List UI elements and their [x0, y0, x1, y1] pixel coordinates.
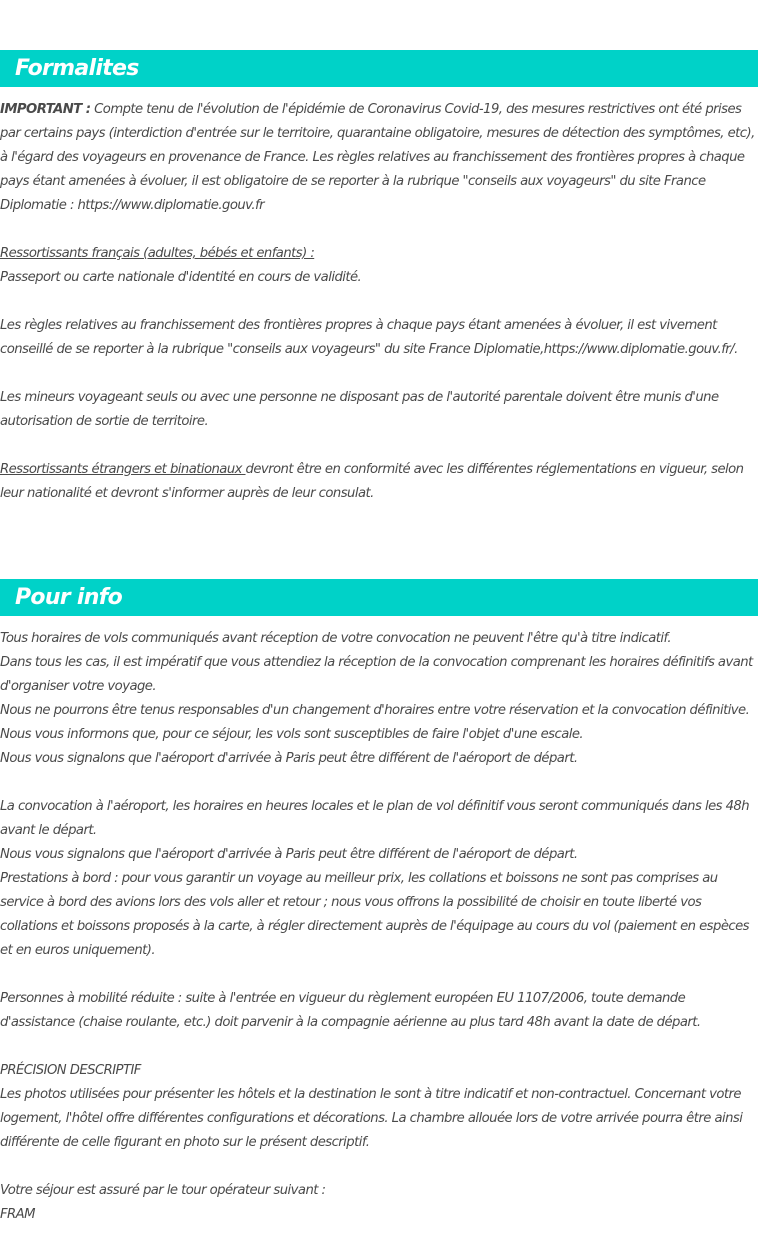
important-paragraph	[0, 98, 758, 218]
pour-info-content	[0, 627, 758, 1227]
convocation-48h-text: La convocation à l'aéroport, les horaires en heures locales et le plan de vol définitif vous seront communiqués dans les 48h avant le départ.	[0, 799, 750, 838]
formalites-content	[0, 98, 758, 506]
aeroport-paris-text-2: Nous vous signalons que l'aéroport d'arrivée à Paris peut être différent de l'aéroport de départ.	[0, 847, 578, 862]
responsabilite-text: Nous ne pourrons être tenus responsables d'un changement d'horaires entre votre réservation et la convocation définitive.	[0, 703, 750, 718]
regles-frontieres-text: Les règles relatives au franchissement des frontières propres à chaque pays étant amenées à évoluer, il est vivement conseillé de se reporter à la rubrique "conseils aux voyageurs" du site France Diplomatie,https://www.diplomatie.gouv.fr/.	[0, 318, 738, 357]
ressortissants-francais-heading: Ressortissants français (adultes, bébés et enfants) :	[0, 246, 315, 261]
formalites-header: Formalites	[0, 50, 758, 87]
pour-info-header: Pour info	[0, 579, 758, 616]
aeroport-paris-text-1: Nous vous signalons que l'aéroport d'arrivée à Paris peut être différent de l'aéroport de départ.	[0, 751, 578, 766]
convocation-attente-text: Dans tous les cas, il est impératif que vous attendiez la réception de la convocation comprenant les horaires définitifs avant d'organiser votre voyage.	[0, 655, 753, 694]
ressortissants-etrangers-label: Ressortissants étrangers et binationaux	[0, 462, 246, 477]
ressortissants-francais-text: Passeport ou carte nationale d'identité en cours de validité.	[0, 270, 362, 285]
ressortissants-etrangers-text: devront être en conformité avec les différentes réglementations en vigueur, selon leur nationalité et devront s'informer auprès de leur consulat.	[0, 462, 744, 501]
ressortissants-etrangers-paragraph	[0, 458, 758, 506]
important-label: IMPORTANT :	[0, 102, 91, 117]
tour-operateur-name: FRAM	[0, 1207, 35, 1222]
escale-text: Nous vous informons que, pour ce séjour, les vols sont susceptibles de faire l'objet d'une escale.	[0, 727, 584, 742]
mineurs-text: Les mineurs voyageant seuls ou avec une personne ne disposant pas de l'autorité parentale doivent être munis d'une autorisation de sortie de territoire.	[0, 390, 719, 429]
prestations-text: Prestations à bord : pour vous garantir un voyage au meilleur prix, les collations et boissons ne sont pas comprises au service à bord des avions lors des vols aller et retour ; nous vous offrons la possibilité de choisir en toute liberté vos collations et boissons proposés à la carte, à régler directement auprès de l'équipage au cours du vol (paiement en espèces et en euros uniquement).	[0, 871, 749, 958]
precision-descriptif-label: PRÉCISION DESCRIPTIF	[0, 1063, 141, 1078]
precision-descriptif-text: Les photos utilisées pour présenter les hôtels et la destination le sont à titre indicatif et non-contractuel. Concernant votre logement, l'hôtel offre différentes configurations et décorations. La chambre allouée lors de votre arrivée pourra être ainsi différente de celle figurant en photo sur le présent descriptif.	[0, 1087, 743, 1150]
mobilite-reduite-text: Personnes à mobilité réduite : suite à l'entrée en vigueur du règlement européen EU 1107/2006, toute demande d'assistance (chaise roulante, etc.) doit parvenir à la compagnie aérienne au plus tard 48h avant la date de départ.	[0, 991, 701, 1030]
horaires-indicatif-text: Tous horaires de vols communiqués avant réception de votre convocation ne peuvent l'être qu'à titre indicatif.	[0, 631, 672, 646]
important-text: Compte tenu de l'évolution de l'épidémie de Coronavirus Covid-19, des mesures restrictives ont été prises par certains pays (interdiction d'entrée sur le territoire, quarantaine obligatoire, mesures de détection des symptômes, etc), à l'égard des voyageurs en provenance de France. Les règles relatives au franchissement des frontières propres à chaque pays étant amenées à évoluer, il est obligatoire de se reporter à la rubrique "conseils aux voyageurs" du site France Diplomatie : https://www.diplomatie.gouv.fr	[0, 102, 755, 213]
tour-operateur-label: Votre séjour est assuré par le tour opérateur suivant :	[0, 1183, 326, 1198]
